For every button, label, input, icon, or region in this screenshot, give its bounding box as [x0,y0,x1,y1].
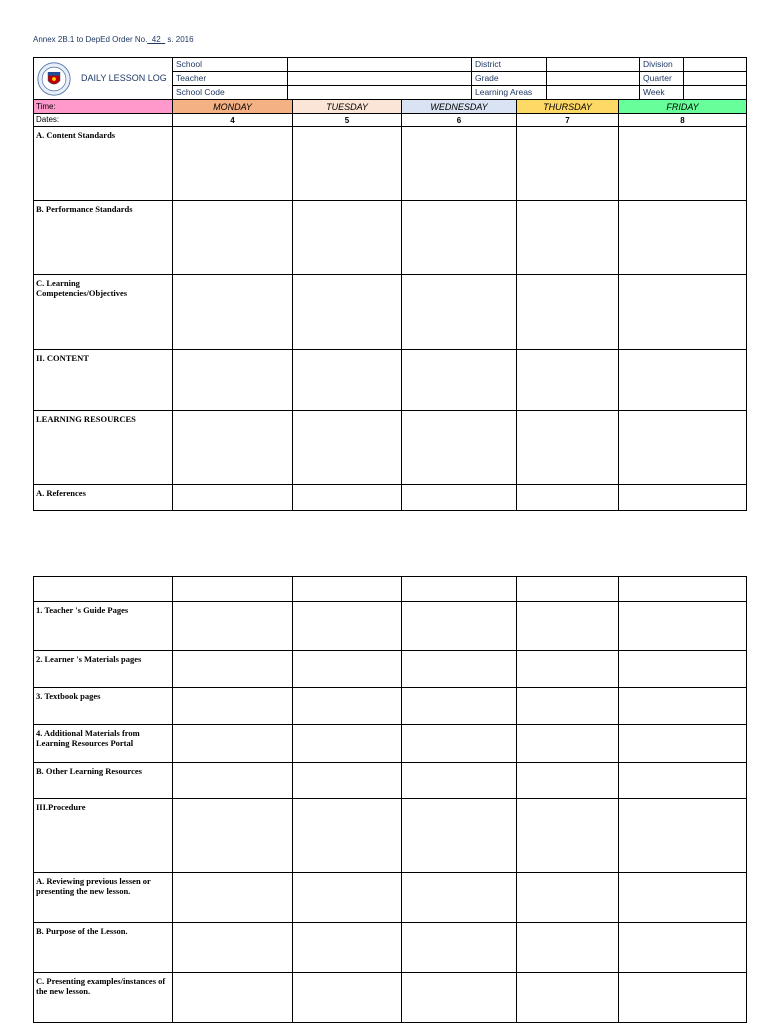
entry-cell-friday[interactable] [619,688,747,725]
day-friday: FRIDAY [619,100,747,114]
entry-cell-thursday[interactable] [517,725,619,763]
entry-cell-thursday[interactable] [517,923,619,973]
section2-row [34,577,747,602]
section-row [34,411,747,485]
section2-label: 3. Textbook pages [34,688,173,725]
date-tuesday: 5 [293,114,402,127]
entry-cell-wednesday[interactable] [402,688,517,725]
dates-row [34,114,747,127]
section-row [34,485,747,511]
entry-cell-monday[interactable] [173,873,293,923]
order-number: _42_ [147,35,166,44]
section-row [34,275,747,350]
section-label: B. Performance Standards [34,201,173,275]
entry-cell-tuesday[interactable] [293,799,402,873]
section2-label: C. Presenting examples/instances of the new lesson. [34,973,173,1023]
entry-cell-wednesday[interactable] [402,602,517,651]
entry-cell-monday[interactable] [173,602,293,651]
division-label: Division [640,58,684,72]
entry-cell-tuesday[interactable] [293,651,402,688]
entry-cell-thursday[interactable] [517,688,619,725]
entry-cell-tuesday[interactable] [293,725,402,763]
entry-cell-friday[interactable] [619,485,747,511]
section2-label: 1. Teacher 's Guide Pages [34,602,173,651]
entry-cell-wednesday[interactable] [402,350,517,411]
entry-cell-monday[interactable] [173,275,293,350]
section2-label: 4. Additional Materials from Learning Resources Portal [34,725,173,763]
section2-row [34,651,747,688]
date-monday: 4 [173,114,293,127]
section2-row [34,688,747,725]
entry-cell-thursday[interactable] [517,651,619,688]
entry-cell-friday[interactable] [619,873,747,923]
entry-cell-monday[interactable] [173,411,293,485]
section2-label [34,577,173,602]
dates-label: Dates: [34,114,173,127]
entry-cell-wednesday[interactable] [402,799,517,873]
entry-cell-friday[interactable] [619,763,747,799]
date-wednesday: 6 [402,114,517,127]
week-field[interactable] [684,86,747,100]
entry-cell-monday[interactable] [173,799,293,873]
entry-cell-wednesday[interactable] [402,923,517,973]
entry-cell-tuesday[interactable] [293,763,402,799]
district-label: District [472,58,547,72]
section-label: A. Content Standards [34,127,173,201]
entry-cell-tuesday[interactable] [293,923,402,973]
entry-cell-monday[interactable] [173,923,293,973]
section-label: A. References [34,485,173,511]
entry-cell-wednesday[interactable] [402,275,517,350]
entry-cell-thursday[interactable] [517,973,619,1023]
school-label: School [173,58,288,72]
entry-cell-thursday[interactable] [517,763,619,799]
entry-cell-tuesday[interactable] [293,973,402,1023]
section2-row [34,763,747,799]
entry-cell-thursday[interactable] [517,799,619,873]
entry-cell-tuesday[interactable] [293,127,402,201]
entry-cell-friday[interactable] [619,923,747,973]
entry-cell-thursday[interactable] [517,411,619,485]
quarter-label: Quarter [640,72,684,86]
day-monday: MONDAY [173,100,293,114]
section2-row [34,973,747,1023]
date-thursday: 7 [517,114,619,127]
school-code-field[interactable] [288,86,472,100]
learning-areas-label: Learning Areas [472,86,547,100]
grade-field[interactable] [547,72,640,86]
entry-cell-tuesday[interactable] [293,577,402,602]
section-label: LEARNING RESOURCES [34,411,173,485]
entry-cell-thursday[interactable] [517,577,619,602]
entry-cell-monday[interactable] [173,688,293,725]
deped-seal-icon [37,62,71,96]
entry-cell-thursday[interactable] [517,275,619,350]
entry-cell-friday[interactable] [619,577,747,602]
entry-cell-monday[interactable] [173,350,293,411]
entry-cell-friday[interactable] [619,350,747,411]
entry-cell-friday[interactable] [619,799,747,873]
entry-cell-monday[interactable] [173,127,293,201]
section2-row [34,725,747,763]
entry-cell-wednesday[interactable] [402,201,517,275]
entry-cell-wednesday[interactable] [402,127,517,201]
entry-cell-wednesday[interactable] [402,411,517,485]
school-code-label: School Code [173,86,288,100]
teacher-label: Teacher [173,72,288,86]
learning-areas-field[interactable] [547,86,640,100]
entry-cell-monday[interactable] [173,201,293,275]
section2-row [34,602,747,651]
section-row [34,201,747,275]
entry-cell-wednesday[interactable] [402,651,517,688]
lesson-table-page1 [33,99,747,511]
entry-cell-monday[interactable] [173,485,293,511]
annex-suffix: s. 2016 [167,35,194,44]
section-row [34,127,747,201]
section2-row [34,799,747,873]
entry-cell-monday[interactable] [173,763,293,799]
entry-cell-friday[interactable] [619,275,747,350]
day-tuesday: TUESDAY [293,100,402,114]
entry-cell-wednesday[interactable] [402,973,517,1023]
entry-cell-friday[interactable] [619,651,747,688]
page1-sections [34,127,747,511]
entry-cell-friday[interactable] [619,201,747,275]
entry-cell-wednesday[interactable] [402,873,517,923]
quarter-field[interactable] [684,72,747,86]
section2-row [34,923,747,973]
division-field[interactable] [684,58,747,72]
entry-cell-monday[interactable] [173,973,293,1023]
entry-cell-friday[interactable] [619,411,747,485]
entry-cell-tuesday[interactable] [293,411,402,485]
lesson-table-page2 [33,576,747,1023]
entry-cell-tuesday[interactable] [293,485,402,511]
annex-prefix: Annex 2B.1 to DepEd Order No. [33,35,148,44]
entry-cell-tuesday[interactable] [293,350,402,411]
header-table [33,57,747,100]
title-cell [34,58,173,100]
annex-reference [33,35,194,44]
entry-cell-monday[interactable] [173,577,293,602]
entry-cell-tuesday[interactable] [293,275,402,350]
grade-label: Grade [472,72,547,86]
page2-sections [34,577,747,1023]
district-field[interactable] [547,58,640,72]
section2-label: III.Procedure [34,799,173,873]
entry-cell-wednesday[interactable] [402,725,517,763]
section2-row [34,873,747,923]
section-row [34,350,747,411]
time-label: Time: [34,100,173,114]
teacher-field[interactable] [288,72,472,86]
entry-cell-tuesday[interactable] [293,873,402,923]
section2-label: B. Other Learning Resources [34,763,173,799]
page-title: DAILY LESSON LOG [81,73,167,83]
entry-cell-thursday[interactable] [517,485,619,511]
entry-cell-wednesday[interactable] [402,577,517,602]
time-row [34,100,747,114]
entry-cell-tuesday[interactable] [293,201,402,275]
entry-cell-thursday[interactable] [517,350,619,411]
section2-label: A. Reviewing previous lessen or presenting the new lesson. [34,873,173,923]
date-friday: 8 [619,114,747,127]
school-field[interactable] [288,58,472,72]
entry-cell-thursday[interactable] [517,127,619,201]
entry-cell-monday[interactable] [173,651,293,688]
day-wednesday: WEDNESDAY [402,100,517,114]
entry-cell-friday[interactable] [619,127,747,201]
entry-cell-tuesday[interactable] [293,602,402,651]
entry-cell-tuesday[interactable] [293,688,402,725]
entry-cell-thursday[interactable] [517,201,619,275]
entry-cell-friday[interactable] [619,725,747,763]
entry-cell-friday[interactable] [619,602,747,651]
section-label: II. CONTENT [34,350,173,411]
entry-cell-wednesday[interactable] [402,763,517,799]
entry-cell-thursday[interactable] [517,873,619,923]
section2-label: 2. Learner 's Materials pages [34,651,173,688]
section2-label: B. Purpose of the Lesson. [34,923,173,973]
entry-cell-friday[interactable] [619,973,747,1023]
entry-cell-wednesday[interactable] [402,485,517,511]
day-thursday: THURSDAY [517,100,619,114]
week-label: Week [640,86,684,100]
entry-cell-thursday[interactable] [517,602,619,651]
section-label: C. Learning Competencies/Objectives [34,275,173,350]
entry-cell-monday[interactable] [173,725,293,763]
